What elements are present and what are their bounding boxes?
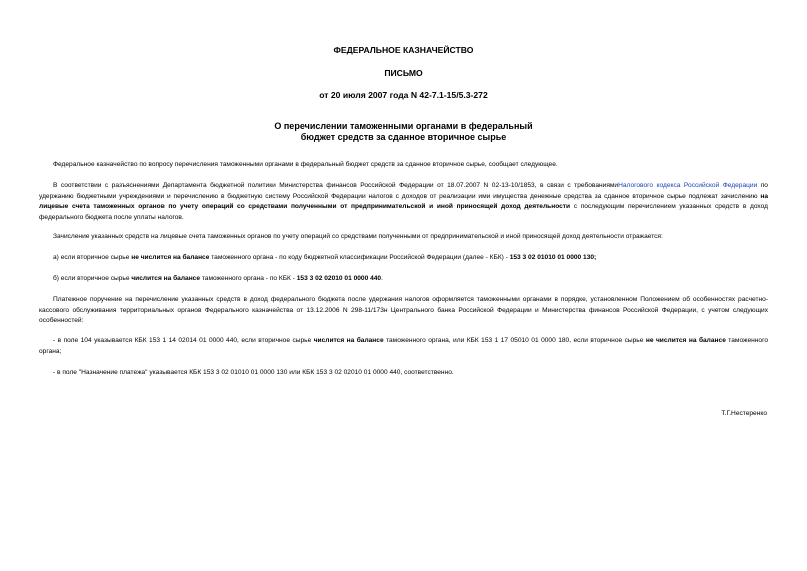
p2-bold: на лицевые счета таможенных органов по учету операций со средствами полученными от предпринимательской и иной приносящей доход деятельности: [39, 192, 768, 210]
p2-text-b: по удержанию бюджетными учреждениями и перечислению в бюджетную систему Российской Федерации налогов с доходов от реализации ими имущества денежные средства за сданное вторичное сырье подлежат зачислению: [39, 182, 768, 200]
doc-type: ПИСЬМО: [384, 68, 423, 78]
p4-bold-1: не числится на балансе: [131, 254, 210, 261]
subject-line-2: бюджет средств за сданное вторичное сырье: [300, 132, 507, 142]
p4-text-a: а) если вторичное сырье: [53, 254, 132, 261]
p5-text-c: .: [381, 275, 383, 282]
p4-bold-2: 153 3 02 01010 01 0000 130;: [509, 254, 597, 261]
paragraph-item-a: [39, 253, 768, 264]
p4-text-b: таможенного органа - по коду бюджетной классификации Российской Федерации (далее - КБК) -: [209, 254, 510, 261]
p5-text-b: таможенного органа - по КБК -: [200, 275, 297, 282]
paragraph-explanation: [39, 181, 768, 223]
org-title: ФЕДЕРАЛЬНОЕ КАЗНАЧЕЙСТВО: [333, 45, 474, 55]
signature: Т.Г.Нестеренко: [721, 410, 767, 417]
tax-code-link[interactable]: Налогового кодекса Российской Федерации: [618, 182, 758, 189]
p5-bold-2: 153 3 02 02010 01 0000 440: [296, 275, 382, 282]
p2-text-a: В соответствии с разъяснениями Департамента бюджетной политики Министерства финансов Российской Федерации от 18.07.2007 N 02-13-10/1853, в связи с требованиями: [53, 182, 619, 189]
p5-text-a: б) если вторичное сырье: [53, 275, 132, 282]
p7-bold-1: числится на балансе: [313, 337, 384, 344]
p5-bold-1: числится на балансе: [131, 275, 201, 282]
paragraph-item-b: [39, 274, 768, 285]
paragraph-payment-order: Платежное поручение на перечисление указанных средств в доход федерального бюджета после удержания налогов оформляется таможенными органами в порядке, установленном Положением об особенностях расчетно-кассового обслуживания территориальных органов Федерального казначейства от 13.12.2006 N 298-11/173н Центрального банка Российской Федерации и Министерства финансов Российской Федерации, с учетом следующих особенностей:: [39, 296, 768, 324]
doc-date-number: от 20 июля 2007 года N 42-7.1-15/5.3-272: [319, 90, 488, 100]
p7-text-a: - в поле 104 указывается КБК 153 1 14 02014 01 0000 440, если вторичное сырье: [53, 337, 314, 344]
p2-text-c: с последующим перечислением указанных средств в доход федерального бюджета после уплаты налогов.: [39, 203, 769, 221]
paragraph-field-104: [39, 336, 768, 357]
p7-text-c: таможенного органа;: [39, 337, 769, 355]
paragraph-payment-purpose: - в поле "Назначение платежа" указывается КБК 153 3 02 01010 01 0000 130 или КБК 153 3 02 02010 01 0000 440, соответственно.: [53, 369, 454, 376]
subject-line-1: О перечислении таможенными органами в федеральный: [274, 121, 533, 131]
p7-text-b: таможенного органа, или КБК 153 1 17 05010 01 0000 180, если вторичное сырье: [383, 337, 646, 344]
p7-bold-2: не числится на балансе: [645, 337, 726, 344]
paragraph-intro: Федеральное казначейство по вопросу перечисления таможенными органами в федеральный бюджет средств за сданное вторичное сырье, сообщает следующее.: [53, 161, 558, 168]
paragraph-crediting: Зачисление указанных средств на лицевые счета таможенных органов по учету операций со средствами полученными от предпринимательской и иной приносящей доход деятельности отражается:: [53, 233, 663, 240]
